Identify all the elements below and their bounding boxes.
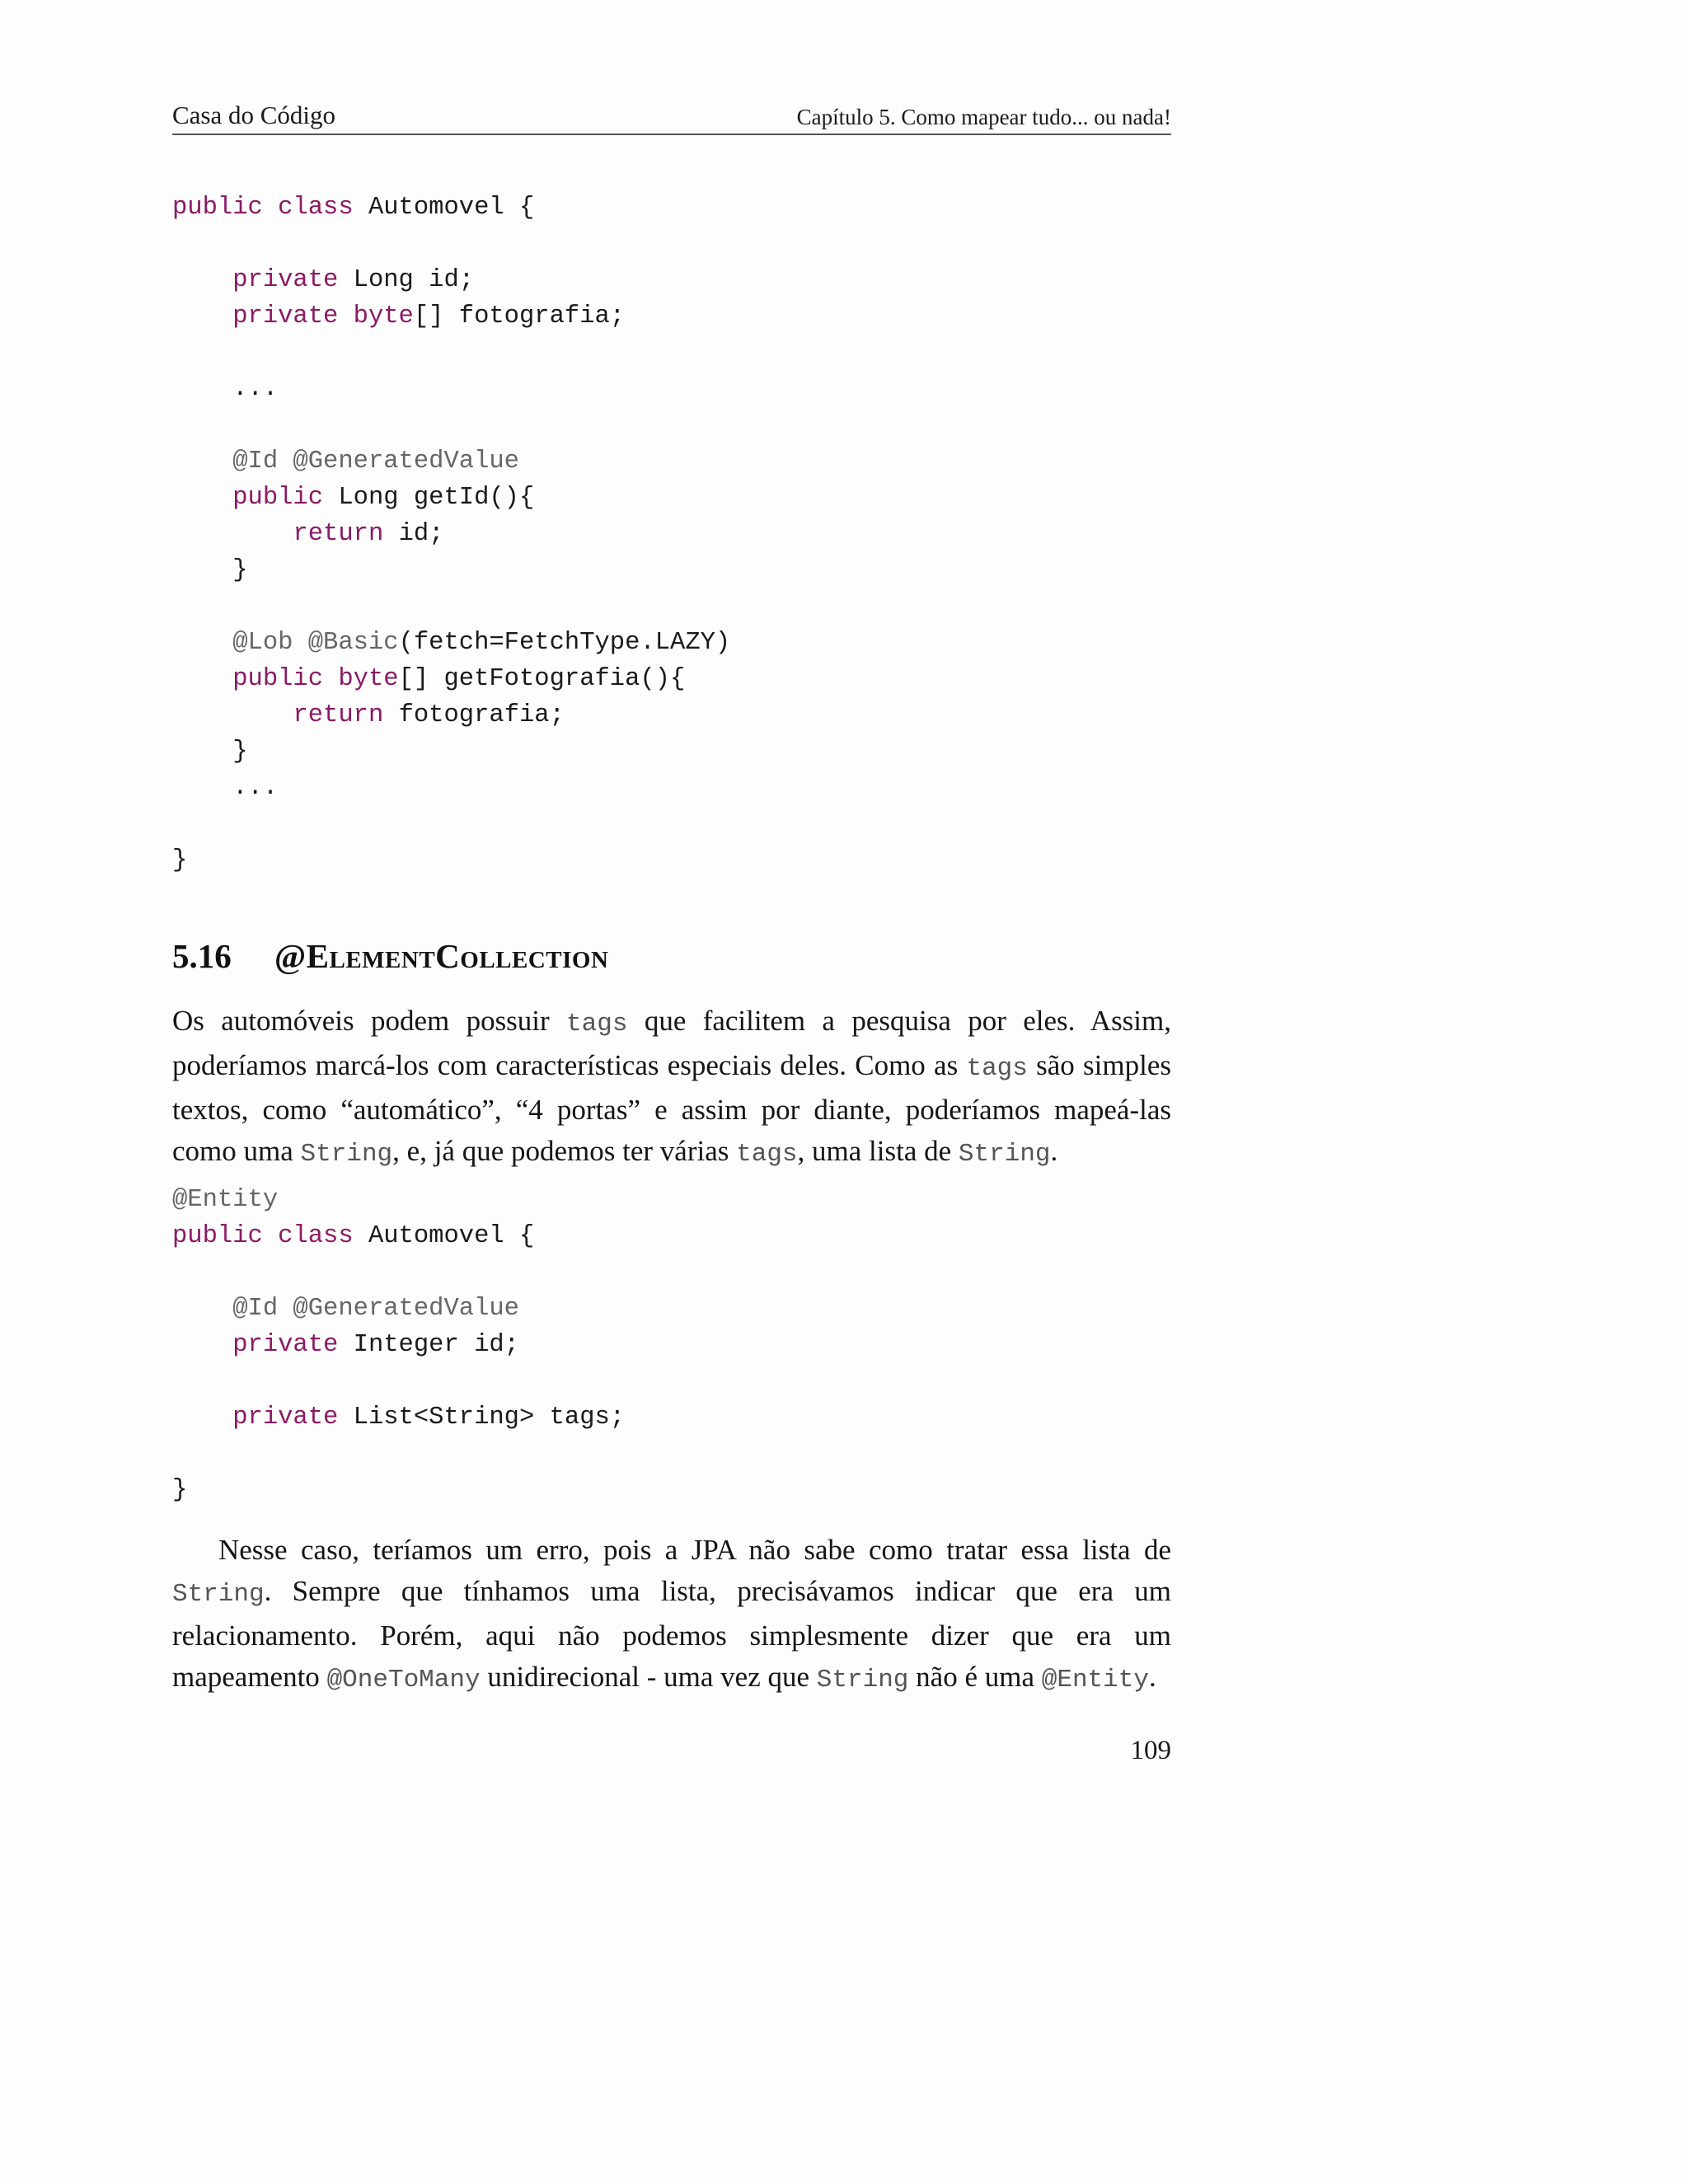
paragraph-jpa-error <box>172 1530 1171 1701</box>
book-page <box>172 0 1171 2184</box>
text-run: Nesse caso, teríamos um erro, pois a JPA não sabe como tratar essa lista de <box>218 1534 1171 1566</box>
code-text: ... <box>172 375 279 403</box>
code-line <box>172 1472 625 1508</box>
code-keyword: public class <box>172 1222 354 1250</box>
code-keyword: private <box>232 1331 339 1359</box>
text-run: . <box>1050 1135 1058 1167</box>
paragraph-text <box>172 1530 1171 1701</box>
code-keyword: private <box>232 1404 339 1432</box>
code-text: } <box>172 738 248 766</box>
code-keyword: public byte <box>232 665 399 693</box>
code-line <box>172 1254 625 1291</box>
text-run: não é uma <box>908 1661 1042 1693</box>
code-line <box>172 335 730 371</box>
code-text <box>172 1331 232 1359</box>
code-text: Automovel { <box>353 1222 535 1250</box>
code-keyword: private byte <box>232 302 414 330</box>
code-line <box>172 733 730 770</box>
code-text: Long id; <box>338 266 475 294</box>
code-text <box>172 302 232 330</box>
code-line <box>172 443 730 480</box>
code-line <box>172 1182 625 1218</box>
code-text <box>172 448 232 476</box>
code-text: (fetch=FetchType.LAZY) <box>398 629 731 657</box>
inline-code: String <box>958 1140 1051 1169</box>
inline-code: String <box>300 1140 393 1169</box>
inline-code: String <box>172 1580 265 1609</box>
code-line <box>172 806 730 842</box>
code-line <box>172 1363 625 1399</box>
code-text: id; <box>383 520 444 548</box>
page-number: 109 <box>1130 1736 1171 1765</box>
code-line <box>172 190 730 226</box>
text-run: . <box>1148 1661 1156 1693</box>
code-text: fotografia; <box>383 701 565 729</box>
code-text: List<String> tags; <box>338 1404 626 1432</box>
code-annotation: @Lob @Basic <box>232 629 399 657</box>
code-line <box>172 1291 625 1327</box>
code-text: } <box>172 1476 188 1504</box>
code-text: } <box>172 846 188 874</box>
code-line <box>172 371 730 407</box>
header-chapter-title: Capítulo 5. Como mapear tudo... ou nada! <box>796 105 1171 129</box>
text-run: são simples textos, como “automático”, “4 portas” e assim por diante, poderíamos mapeá-las como uma <box>172 1049 1171 1167</box>
inline-code: tags <box>736 1140 798 1169</box>
text-run: , e, já que podemos ter várias <box>392 1135 737 1167</box>
section-heading <box>172 933 608 979</box>
code-text: } <box>172 556 248 584</box>
code-text: [] fotografia; <box>413 302 626 330</box>
code-line <box>172 552 730 588</box>
inline-code: @Entity <box>1041 1666 1149 1694</box>
code-text: [] getFotografia(){ <box>398 665 686 693</box>
code-text <box>172 484 232 512</box>
code-line <box>172 262 730 298</box>
inline-code: tags <box>966 1054 1028 1083</box>
code-text <box>172 1404 232 1432</box>
code-line <box>172 770 730 806</box>
code-line <box>172 407 730 443</box>
code-text <box>172 520 293 548</box>
code-line <box>172 516 730 552</box>
code-block-automovel-lob <box>172 190 730 879</box>
section-title: @ElementCollection <box>274 937 609 975</box>
text-run: unidirecional - uma vez que <box>480 1661 817 1693</box>
paragraph-tags-intro <box>172 1001 1171 1175</box>
code-keyword: return <box>293 520 384 548</box>
text-run: , uma lista de <box>797 1135 959 1167</box>
code-text <box>172 266 232 294</box>
code-text <box>172 1295 232 1323</box>
code-annotation: @Id @GeneratedValue <box>232 1295 519 1323</box>
code-line <box>172 661 730 697</box>
code-line <box>172 1436 625 1472</box>
code-text <box>172 701 293 729</box>
running-header <box>172 99 1171 135</box>
code-line <box>172 697 730 733</box>
code-line <box>172 226 730 262</box>
text-run: . Sempre que tínhamos uma lista, precisávamos indicar que era um relacionamento. Porém, aqui não podemos simplesmente dizer que era um mapeamento <box>172 1575 1171 1693</box>
inline-code: tags <box>566 1010 628 1038</box>
code-line <box>172 298 730 335</box>
code-line <box>172 842 730 879</box>
code-line <box>172 625 730 661</box>
code-keyword: public <box>232 484 324 512</box>
code-annotation: @Id @GeneratedValue <box>232 448 519 476</box>
code-line <box>172 1218 625 1254</box>
code-keyword: private <box>232 266 339 294</box>
code-text <box>172 629 232 657</box>
section-number: 5.16 <box>172 937 232 975</box>
text-run: Os automóveis podem possuir <box>172 1005 567 1037</box>
code-text: Integer id; <box>338 1331 519 1359</box>
paragraph-text <box>172 1001 1171 1175</box>
inline-code: @OneToMany <box>326 1666 481 1694</box>
code-keyword: return <box>293 701 384 729</box>
inline-code: String <box>816 1666 909 1694</box>
code-line <box>172 1327 625 1363</box>
code-text: Automovel { <box>353 194 535 222</box>
code-line <box>172 588 730 625</box>
text-run: que facilitem a pesquisa por eles. Assim, poderíamos marcá-los com características especiais deles. Como as <box>172 1005 1172 1081</box>
code-line <box>172 1399 625 1436</box>
code-text <box>172 665 232 693</box>
code-annotation: @Entity <box>172 1186 279 1214</box>
code-text: Long getId(){ <box>323 484 535 512</box>
code-block-automovel-tags <box>172 1182 625 1508</box>
code-text: ... <box>172 774 279 802</box>
code-line <box>172 480 730 516</box>
header-book-title: Casa do Código <box>172 101 336 129</box>
code-keyword: public class <box>172 194 354 222</box>
